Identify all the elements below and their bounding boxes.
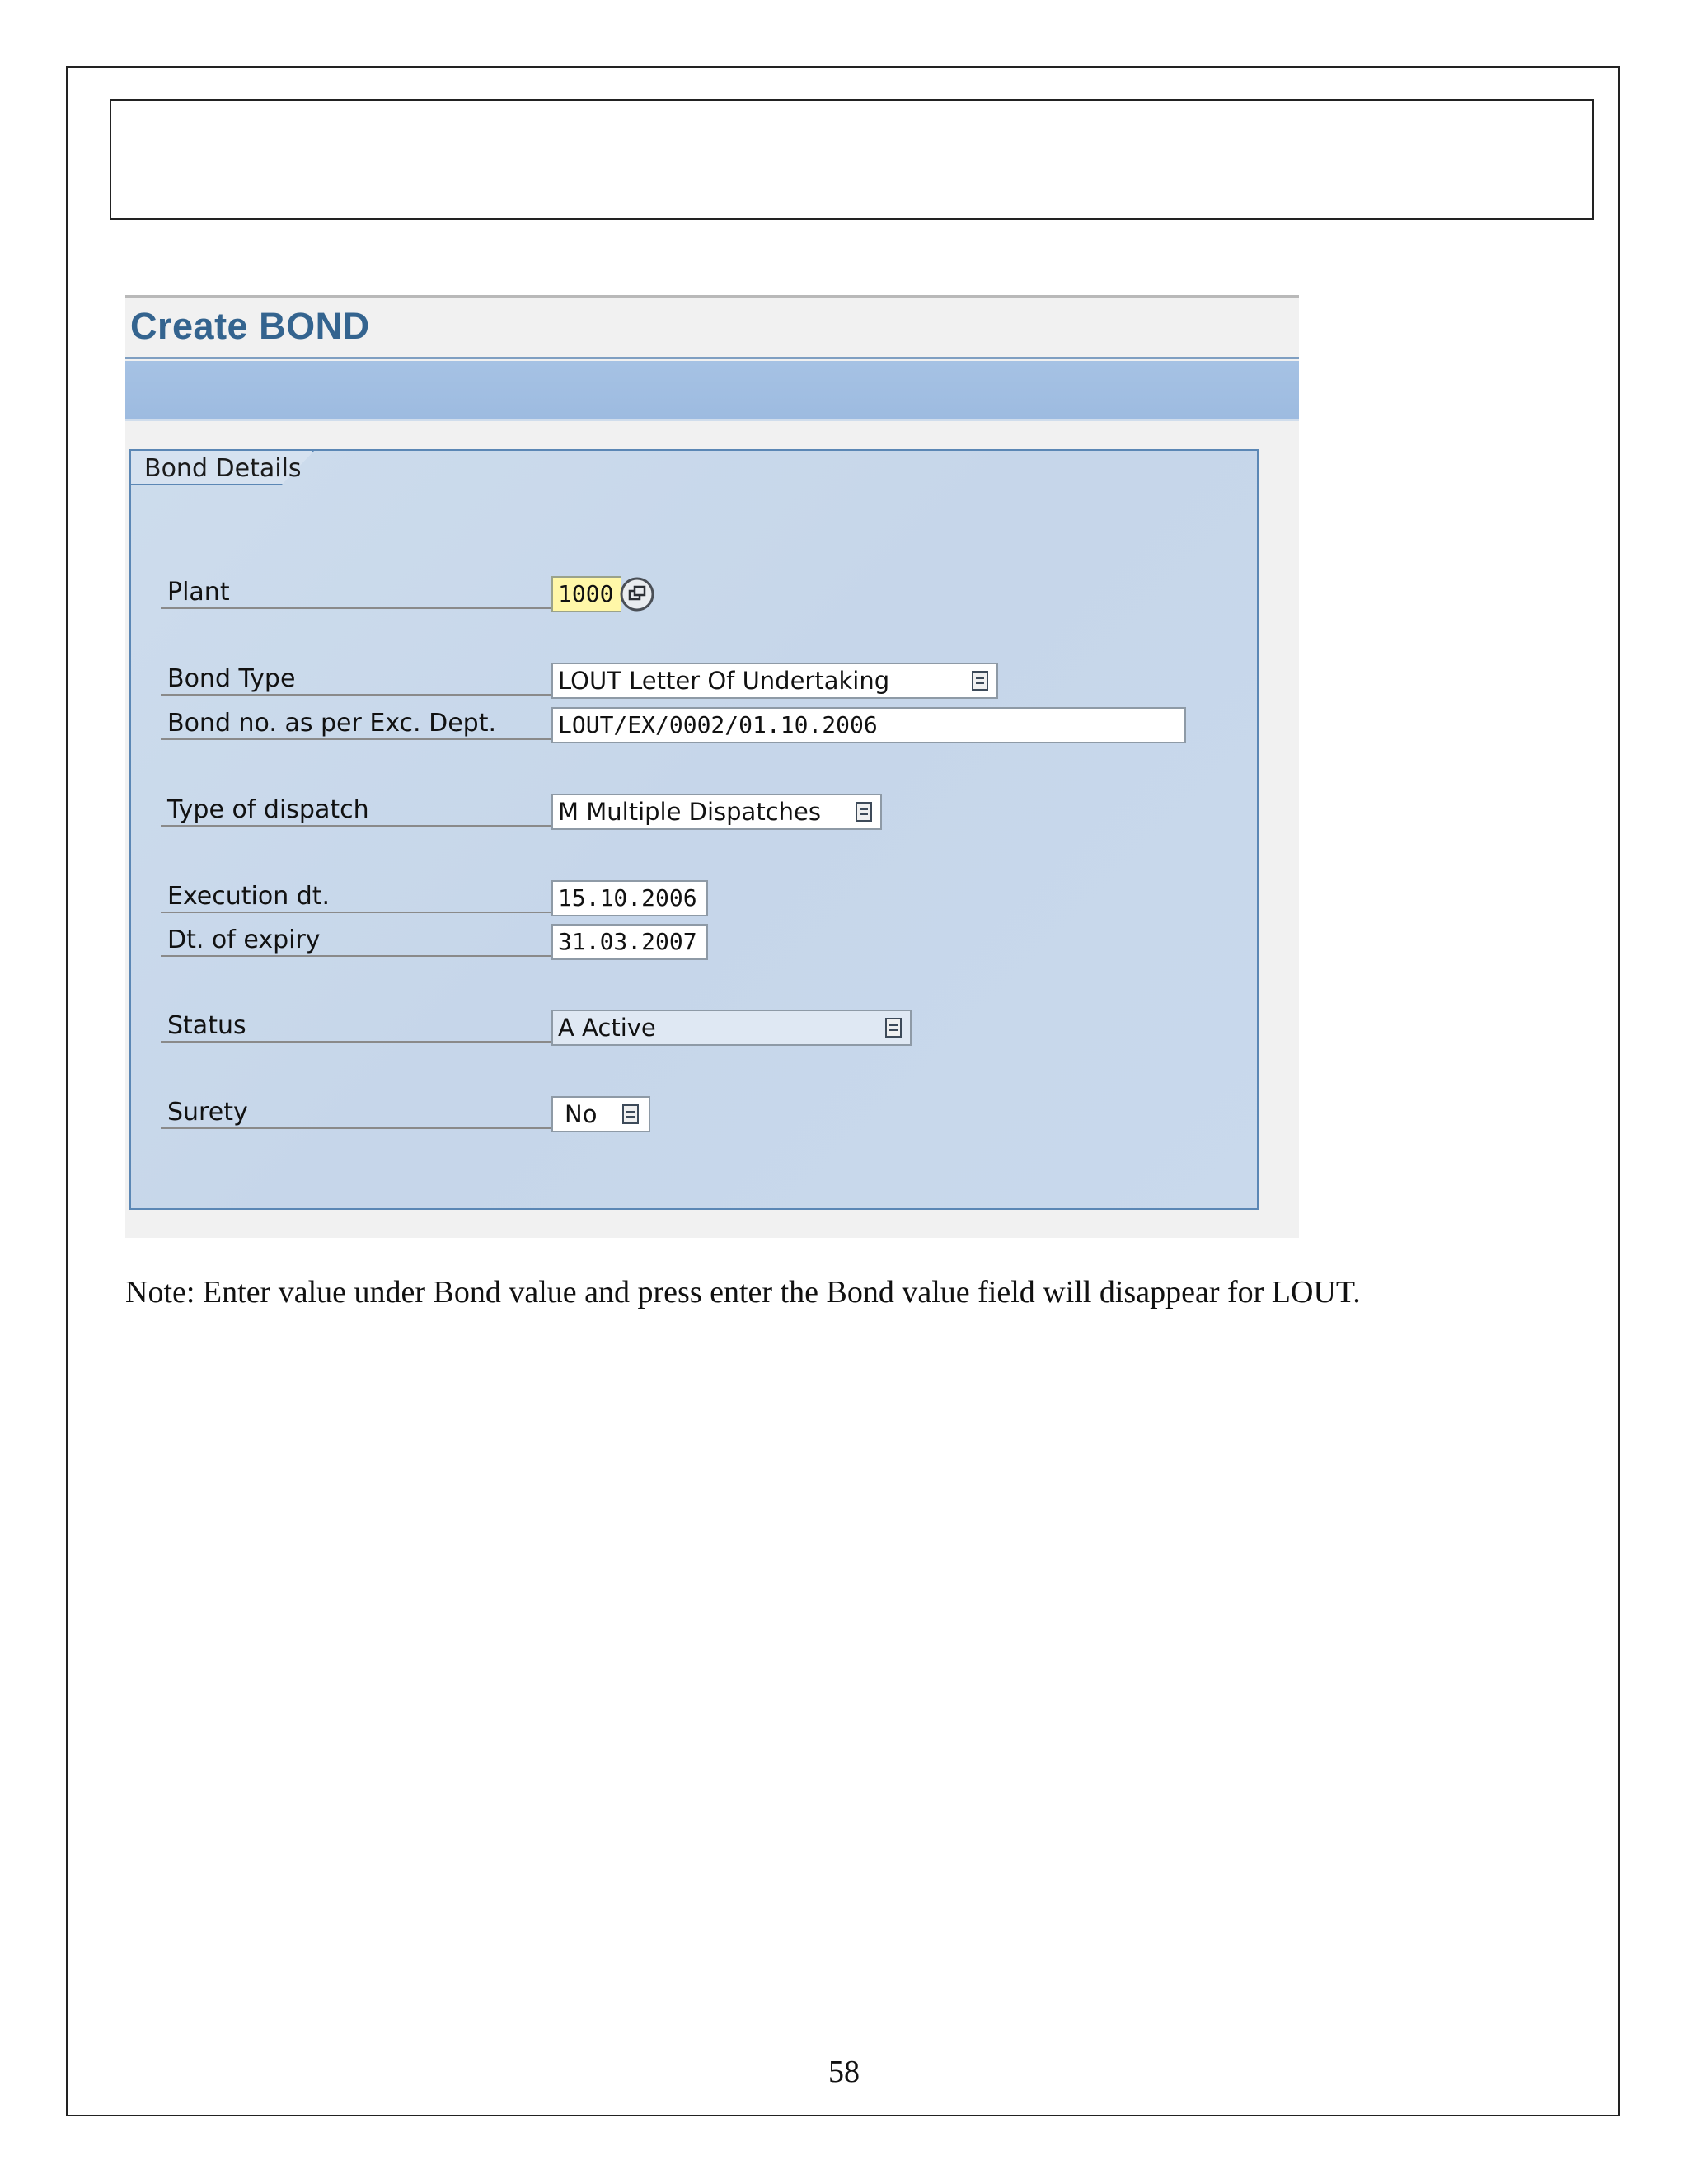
- plant-value: 1000: [558, 580, 614, 607]
- status-label: Status: [161, 1010, 551, 1043]
- dropdown-icon: [856, 802, 872, 822]
- page-number: 58: [828, 2055, 860, 2089]
- header-box: [110, 99, 1594, 220]
- top-divider: [125, 295, 1299, 298]
- possible-entries-button[interactable]: [619, 576, 655, 612]
- dispatch-type-label: Type of dispatch: [161, 794, 551, 827]
- bond-type-dropdown[interactable]: [551, 663, 998, 699]
- screen-title: Create BOND: [130, 305, 370, 347]
- application-toolbar: [125, 361, 1299, 421]
- note-text: Note: Enter value under Bond value and press enter the Bond value field will disappear for LOUT.: [125, 1275, 1361, 1310]
- surety-label: Surety: [161, 1096, 551, 1129]
- execution-dt-value: 15.10.2006: [558, 884, 697, 912]
- bond-details-group: [129, 449, 1259, 1210]
- status-dropdown[interactable]: [551, 1010, 912, 1046]
- bond-no-input[interactable]: [551, 707, 1186, 743]
- expiry-dt-input[interactable]: [551, 924, 708, 960]
- sap-screenshot: [125, 295, 1299, 1238]
- plant-label: Plant: [161, 576, 551, 609]
- execution-dt-input[interactable]: [551, 880, 708, 916]
- group-title: Bond Details: [144, 454, 302, 483]
- expiry-dt-value: 31.03.2007: [558, 928, 697, 955]
- plant-input[interactable]: [551, 576, 621, 612]
- status-value: A Active: [558, 1014, 656, 1042]
- dispatch-type-dropdown[interactable]: [551, 794, 882, 830]
- dropdown-icon: [622, 1104, 639, 1124]
- expiry-dt-label: Dt. of expiry: [161, 924, 551, 957]
- bond-no-value: LOUT/EX/0002/01.10.2006: [558, 711, 878, 738]
- surety-value: No: [565, 1100, 598, 1128]
- bond-type-label: Bond Type: [161, 663, 551, 696]
- dropdown-icon: [972, 671, 988, 691]
- dispatch-type-value: M Multiple Dispatches: [558, 798, 821, 826]
- possible-entries-icon: [619, 576, 655, 612]
- bond-type-value: LOUT Letter Of Undertaking: [558, 667, 890, 695]
- dropdown-icon: [885, 1018, 902, 1038]
- title-divider: [125, 357, 1299, 359]
- execution-dt-label: Execution dt.: [161, 880, 551, 913]
- surety-dropdown[interactable]: [551, 1096, 650, 1132]
- bond-no-label: Bond no. as per Exc. Dept.: [161, 707, 551, 740]
